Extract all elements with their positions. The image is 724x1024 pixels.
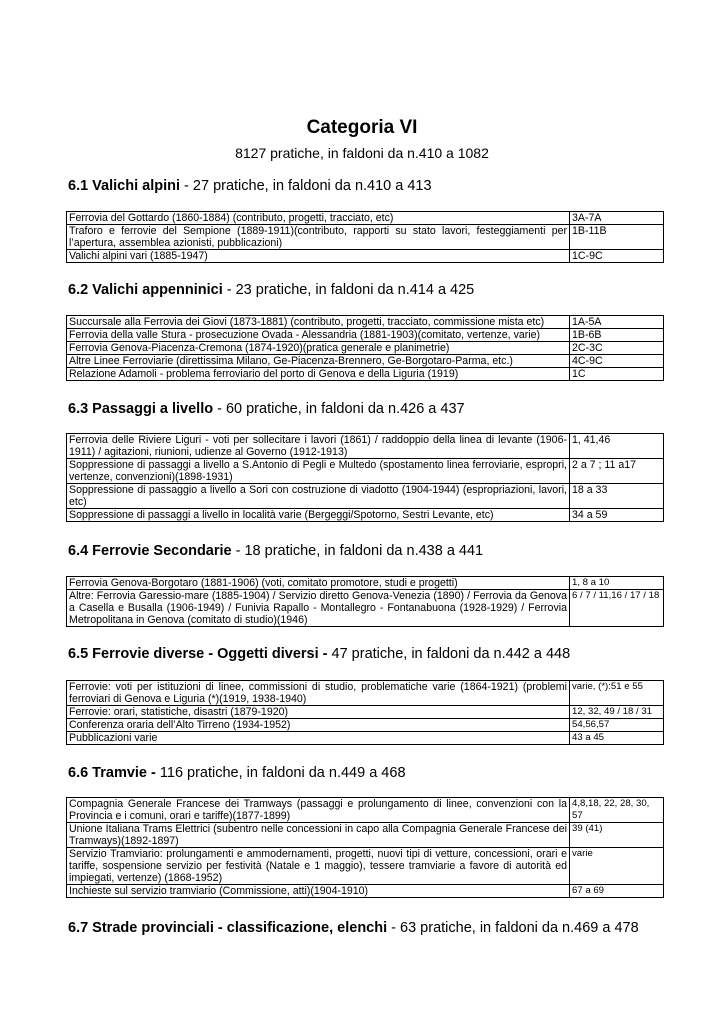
table-row [67,434,664,459]
row-reference: varie [570,848,664,885]
register-table-6-1 [66,211,664,263]
row-description: Ferrovia Genova-Borgotaro (1881-1906) (voti, comitato promotore, studi e progetti) [67,577,570,590]
table-row [67,577,664,590]
register-table-6-2 [66,315,664,381]
section-summary: - 23 pratiche, in faldoni da n.414 a 425 [222,282,475,298]
row-reference: 54,56,57 [570,719,664,732]
table-row [67,885,664,898]
row-description: Soppressione di passaggio a livello a Sori con costruzione di viadotto (1904-1944) (espropriazioni, lavori, etc) [67,484,570,509]
row-reference: 4,8,18, 22, 28, 30, 57 [570,798,664,823]
row-description: Ferrovie: voti per istituzioni di linee, commissioni di studio, problematiche varie (1864-1921) (problemi ferroviari di Genova e Liguria (*)(1919, 1938-1940) [67,681,570,706]
table-row [67,823,664,848]
section-summary: 47 pratiche, in faldoni da n.442 a 448 [327,646,571,662]
register-table-6-6 [66,797,664,898]
table-row [67,368,664,381]
row-reference: 4C-9C [570,355,664,368]
table-row [67,590,664,627]
table-row [67,509,664,522]
row-description: Altre Linee Ferroviarie (direttissima Milano, Ge-Piacenza-Brennero, Ge-Borgotaro-Parma, etc.) [67,355,570,368]
row-reference: 2C-3C [570,342,664,355]
row-reference: 1C [570,368,664,381]
register-table-6-4 [66,576,664,627]
row-reference: 34 a 59 [570,509,664,522]
row-description: Ferrovia Genova-Piacenza-Cremona (1874-1920)(pratica generale e planimetrie) [67,342,570,355]
section-title: 6.3 Passaggi a livello [68,401,214,417]
row-description: Unione Italiana Trams Elettrici (subentro nelle concessioni in capo alla Compagnia Generale Francese dei Tramways)(1892-1897) [67,823,570,848]
table-row [67,484,664,509]
table-row [67,329,664,342]
row-reference: 1A-5A [570,316,664,329]
section-heading-6-5 [68,646,570,662]
section-summary: - 27 pratiche, in faldoni da n.410 a 413 [180,178,432,194]
row-description: Conferenza oraria dell’Alto Tirreno (1934-1952) [67,719,570,732]
row-reference: 1, 8 a 10 [570,577,664,590]
page-subtitle: 8127 pratiche, in faldoni da n.410 a 1082 [235,145,489,161]
row-description: Succursale alla Ferrovia dei Giovi (1873-1881) (contributo, progetti, tracciato, commissione mista etc) [67,316,570,329]
row-description: Inchieste sul servizio tramviario (Commissione, atti)(1904-1910) [67,885,570,898]
section-heading-6-6 [68,765,406,781]
table-row [67,342,664,355]
row-description: Relazione Adamoli - problema ferroviario del porto di Genova e della Liguria (1919) [67,368,570,381]
table-row [67,250,664,263]
row-reference: 67 a 69 [570,885,664,898]
table-row [67,706,664,719]
row-description: Ferrovia delle Riviere Liguri - voti per sollecitare i lavori (1861) / raddoppio della linea di levante (1906-1911) / agitazioni, riunioni, udienze al Governo (1912-1913) [67,434,570,459]
row-description: Ferrovie: orari, statistiche, disastri (1879-1920) [67,706,570,719]
section-summary: - 63 pratiche, in faldoni da n.469 a 478 [387,920,639,936]
row-reference: 1B-11B [570,225,664,250]
table-row [67,798,664,823]
row-description: Altre: Ferrovia Garessio-mare (1885-1904) / Servizio diretto Genova-Venezia (1890) / Ferrovia da Genova a Casella e Busalla (1906-1949) / Funivia Rapallo - Montallegro - Fontanabuona (1928-1929) / Ferrovia Metropolitana in Genova (comitato di studio)(1946) [67,590,570,627]
row-description: Pubblicazioni varie [67,732,570,745]
table-row [67,848,664,885]
section-heading-6-4 [68,543,483,559]
row-reference: 12, 32, 49 / 18 / 31 [570,706,664,719]
section-title: 6.5 Ferrovie diverse - Oggetti diversi - [68,646,328,662]
row-description: Valichi alpini vari (1885-1947) [67,250,570,263]
row-reference: varie, (*):51 e 55 [570,681,664,706]
row-reference: 39 (41) [570,823,664,848]
row-reference: 18 a 33 [570,484,664,509]
section-title: 6.7 Strade provinciali - classificazione, elenchi [68,920,388,936]
table-row [67,355,664,368]
table-row [67,459,664,484]
table-row [67,212,664,225]
row-reference: 3A-7A [570,212,664,225]
page-title: Categoria VI [306,117,418,138]
row-description: Servizio Tramviario: prolungamenti e ammodernamenti, progetti, nuovi tipi di vetture, concessioni, orari e tariffe, sospensione servizio per festività (Natale e 1 maggio), tessere tramviarie a favore di autorità ed impiegati, vertenze) (1868-1952) [67,848,570,885]
section-heading-6-1 [68,178,432,194]
section-summary: 116 pratiche, in faldoni da n.449 a 468 [155,765,406,781]
row-description: Ferrovia della valle Stura - prosecuzione Ovada - Alessandria (1881-1903)(comitato, vertenze, varie) [67,329,570,342]
section-summary: - 18 pratiche, in faldoni da n.438 a 441 [231,543,484,559]
row-description: Traforo e ferrovie del Sempione (1889-1911)(contributo, rapporti su stato lavori, festeggiamenti per l’apertura, assemblea azionisti, pubblicazioni) [67,225,570,250]
row-description: Compagnia Generale Francese dei Tramways (passaggi e prolungamento di linee, convenzioni con la Provincia e i comuni, orari e tariffe)(1877-1899) [67,798,570,823]
register-table-6-3 [66,433,664,522]
table-row [67,316,664,329]
row-description: Ferrovia del Gottardo (1860-1884) (contributo, progetti, tracciato, etc) [67,212,570,225]
register-table-6-5 [66,680,664,745]
row-reference: 1, 41,46 [570,434,664,459]
row-reference: 6 / 7 / 11,16 / 17 / 18 [570,590,664,627]
section-title: 6.4 Ferrovie Secondarie [68,543,232,559]
row-reference: 1B-6B [570,329,664,342]
row-reference: 1C-9C [570,250,664,263]
section-title: 6.2 Valichi appenninici [68,282,223,298]
section-title: 6.1 Valichi alpini [68,178,181,194]
section-heading-6-3 [68,401,465,417]
section-title: 6.6 Tramvie - [68,765,156,781]
row-reference: 43 a 45 [570,732,664,745]
row-description: Soppressione di passaggi a livello a S.Antonio di Pegli e Multedo (spostamento linea ferroviarie, espropri, vertenze, convenzioni)(1898-1931) [67,459,570,484]
table-row [67,732,664,745]
table-row [67,719,664,732]
table-row [67,681,664,706]
row-reference: 2 a 7 ; 11 a17 [570,459,664,484]
section-heading-6-7 [68,920,639,936]
section-heading-6-2 [68,282,474,298]
table-row [67,225,664,250]
row-description: Soppressione di passaggi a livello in località varie (Bergeggi/Spotorno, Sestri Levante, etc) [67,509,570,522]
section-summary: - 60 pratiche, in faldoni da n.426 a 437 [213,401,465,417]
